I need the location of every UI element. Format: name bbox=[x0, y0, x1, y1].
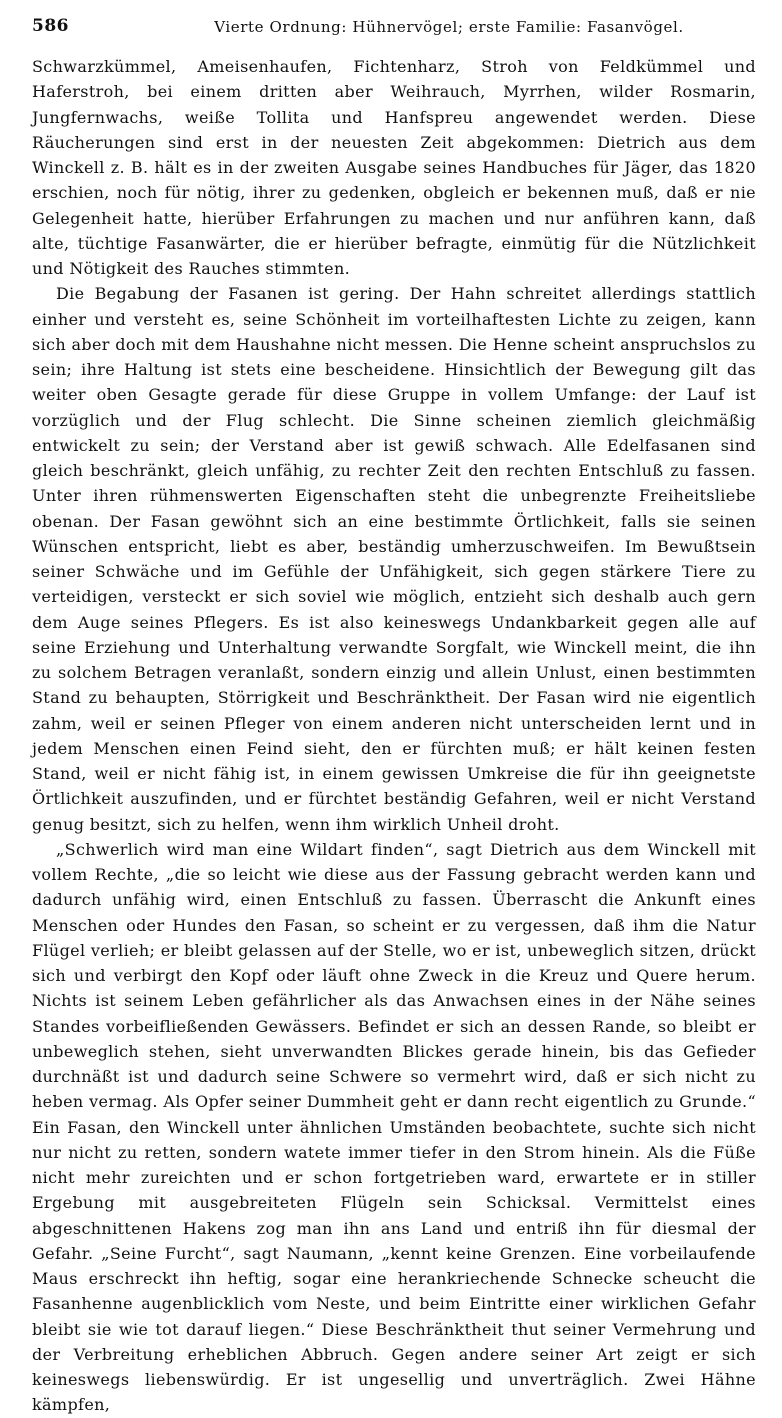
paragraph-continuation: Schwarzkümmel, Ameisenhaufen, Fichtenharz, Stroh von Feldkümmel und Haferstroh, bei einem dritten aber Weihrauch, Myrrhen, wilder Rosmarin, Jungfernwachs, weiße Tollita und Hanfspreu angewendet werden. Diese Räucherungen sind erst in der neuesten Zeit abgekommen: Dietrich aus dem Winckell z. B. hält es in der zweiten Ausgabe seines Handbuches für Jäger, das 1820 erschien, noch für nötig, ihrer zu gedenken, obgleich er bekennen muß, daß er nie Gelegenheit hatte, hierüber Erfahrungen zu machen und nur anführen kann, daß alte, tüchtige Fasanwärter, die er hierüber befragte, einmütig für die Nützlichkeit und Nötigkeit des Rauches stimmten. bbox=[32, 57, 756, 278]
page-header bbox=[32, 14, 756, 46]
paragraph-zitat-dietrich: „Schwerlich wird man eine Wildart finden“, sagt Dietrich aus dem Winckell mit vollem Rechte, „die so leicht wie diese aus der Fassung gebracht werden kann und dadurch unfähig wird, einen Entschluß zu fassen. Überrascht die Ankunft eines Menschen oder Hundes den Fasan, so scheint er zu vergessen, daß ihm die Natur Flügel verlieh; er bleibt gelassen auf der Stelle, wo er ist, unbeweglich sitzen, drückt sich und verbirgt den Kopf oder läuft ohne Zweck in die Kreuz und Quere herum. Nichts ist seinem Leben gefährlicher als das Anwachsen eines in der Nähe seines Standes vorbeifließenden Gewässers. Befindet er sich an dessen Rande, so bleibt er unbeweglich stehen, sieht unverwandten Blickes gerade hinein, bis das Gefieder durchnäßt ist und dadurch seine Schwere so vermehrt wird, daß er sich nicht zu heben vermag. Als Opfer seiner Dummheit geht er dann recht eigentlich zu Grunde.“ Ein Fasan, den Winckell unter ähnlichen Umständen beobachtete, suchte sich nicht nur nicht zu retten, sondern watete immer tiefer in den Strom hinein. Als die Füße nicht mehr zureichten und er schon fortgetrieben ward, erwartete er in stiller Ergebung mit ausgebreiteten Flügeln sein Schicksal. Vermittelst eines abgeschnittenen Hakens zog man ihn ans Land und entriß ihn für diesmal der Gefahr. „Seine Furcht“, sagt Naumann, „kennt keine Grenzen. Eine vorbeilaufende Maus erschreckt ihn heftig, sogar eine herankriechende Schnecke scheucht die Fasanhenne augenblicklich vom Neste, und beim Eintritte einer wirklichen Gefahr bleibt sie wie tot darauf liegen.“ Diese Beschränktheit thut seiner Vermehrung und der Verbreitung erheblichen Abbruch. Gegen andere seiner Art zeigt er sich keineswegs liebenswürdig. Er ist ungesellig und unverträglich. Zwei Hähne kämpfen, bbox=[32, 839, 756, 1415]
page-number: 586 bbox=[32, 16, 69, 36]
running-head: Vierte Ordnung: Hühnervögel; erste Familie: Fasanvögel. bbox=[214, 18, 684, 36]
paragraph-begabung: Die Begabung der Fasanen ist gering. Der Hahn schreitet allerdings stattlich einher und versteht es, seine Schönheit im vorteilhaftesten Lichte zu zeigen, kann sich aber doch mit dem Haushahne nicht messen. Die Henne scheint anspruchslos zu sein; ihre Haltung ist stets eine bescheidene. Hinsichtlich der Bewegung gilt das weiter oben Gesagte gerade für diese Gruppe in vollem Umfange: der Lauf ist vorzüglich und der Flug schlecht. Die Sinne scheinen ziemlich gleichmäßig entwickelt zu sein; der Verstand aber ist gewiß schwach. Alle Edelfasanen sind gleich beschränkt, gleich unfähig, zu rechter Zeit den rechten Entschluß zu fassen. Unter ihren rühmenswerten Eigenschaften steht die unbegrenzte Freiheitsliebe obenan. Der Fasan gewöhnt sich an eine bestimmte Örtlichkeit, falls sie seinen Wünschen entspricht, liebt es aber, beständig umherzuschweifen. Im Bewußtsein seiner Schwäche und im Gefühle der Unfähigkeit, sich gegen stärkere Tiere zu verteidigen, versteckt er sich soviel wie möglich, entzieht sich deshalb auch gern dem Auge seines Pflegers. Es ist also keineswegs Undankbarkeit gegen alle auf seine Erziehung und Unterhaltung verwandte Sorgfalt, wie Winckell meint, die ihn zu solchem Betragen veranlaßt, sondern einzig und allein Unlust, einen bestimmten Stand zu behaupten, Störrigkeit und Beschränktheit. Der Fasan wird nie eigentlich zahm, weil er seinen Pfleger von einem anderen nicht unterscheiden lernt und in jedem Menschen einen Feind sieht, den er fürchten muß; er hält keinen festen Stand, weil er nicht fähig ist, in einem gewissen Umkreise die für ihn geeignetste Örtlichkeit auszufinden, und er fürchtet beständig Gefahren, weil er nicht Verstand genug besitzt, sich zu helfen, wenn ihm wirklich Unheil droht. bbox=[32, 284, 756, 834]
body-text bbox=[32, 54, 756, 1418]
